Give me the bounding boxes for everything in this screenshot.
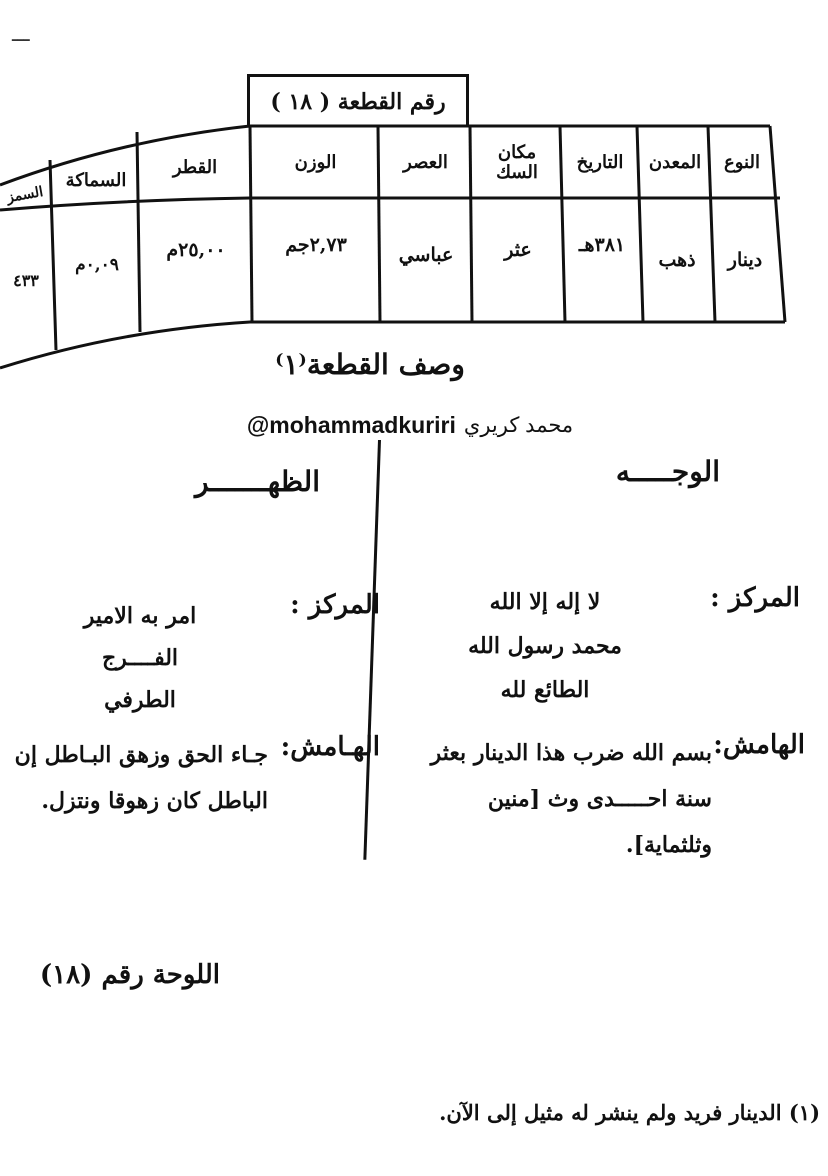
obverse-center-line: الطائع لله <box>500 677 590 703</box>
reverse-margin-line: الباطل كان زهوقا ونتزل. <box>41 788 268 814</box>
value-era: عباسي <box>398 244 454 266</box>
obverse-margin-line: وثلثماية]. <box>625 832 712 858</box>
reverse-center-text <box>40 595 240 721</box>
obverse-margin-text <box>400 730 712 868</box>
reverse-center-line: امر به الامير <box>83 603 197 629</box>
credit-handle: @mohammadkuriri <box>246 411 456 438</box>
header-mint: مكان السك <box>496 142 538 183</box>
reverse-title: الظهـــــــر <box>194 465 320 498</box>
obverse-title: الوجـــــه <box>615 455 720 488</box>
value-mint: عثر <box>504 239 532 261</box>
header-date: التاريخ <box>576 152 624 173</box>
header-diameter: القطر <box>172 157 218 178</box>
obverse-margin-line: سنة احـــــدى وث [منين <box>487 786 712 812</box>
reverse-margin-text <box>0 732 268 824</box>
header-era: العصر <box>403 152 448 173</box>
obverse-center-text <box>440 580 650 712</box>
header-thickness: السماكة <box>65 170 127 191</box>
value-catalog: ٤٣٣ <box>13 270 39 290</box>
obverse-center-line: محمد رسول الله <box>468 633 622 659</box>
reverse-center-line: الطرفي <box>104 687 176 713</box>
piece-number-title: رقم القطعة ( ١٨ ) <box>247 74 469 126</box>
reverse-margin-line: جـاء الحق وزهق البـاطل إن <box>14 742 268 768</box>
value-weight: ٢,٧٣جم <box>285 234 347 256</box>
value-type: دينار <box>727 249 763 271</box>
obverse-margin-label: الهامش: <box>713 730 805 760</box>
header-metal: المعدن <box>648 152 702 173</box>
obverse-center-line: لا إله إلا الله <box>489 589 601 615</box>
plate-label: اللوحة رقم (١٨) <box>39 960 220 990</box>
obverse-center-label: المركز : <box>710 583 800 613</box>
value-diameter: ٢٥,٠٠م <box>166 239 226 261</box>
header-catalog: السمز <box>5 183 45 207</box>
reverse-margin-label: الهـامش: <box>280 732 380 762</box>
credit-line <box>200 410 620 440</box>
description-title: وصف القطعة⁽١⁾ <box>275 348 465 381</box>
obverse-margin-line: بسم الله ضرب هذا الدينار بعثر <box>430 740 712 766</box>
credit-name: محمد كريري <box>463 413 574 437</box>
footnote: (١) الدينار فريد ولم ينشر له مثيل إلى الآن. <box>439 1100 820 1125</box>
column-divider <box>363 440 381 860</box>
reverse-center-line: الفــــرج <box>101 645 179 671</box>
reverse-center-label: المركز : <box>290 590 380 620</box>
header-weight: الوزن <box>294 152 337 173</box>
value-metal: ذهب <box>658 249 696 271</box>
value-date: ٣٨١هـ <box>578 234 626 256</box>
corner-mark: ـــ <box>12 22 30 46</box>
value-thickness: ٠,٠٩م <box>75 255 119 275</box>
header-type: النوع <box>724 152 760 173</box>
